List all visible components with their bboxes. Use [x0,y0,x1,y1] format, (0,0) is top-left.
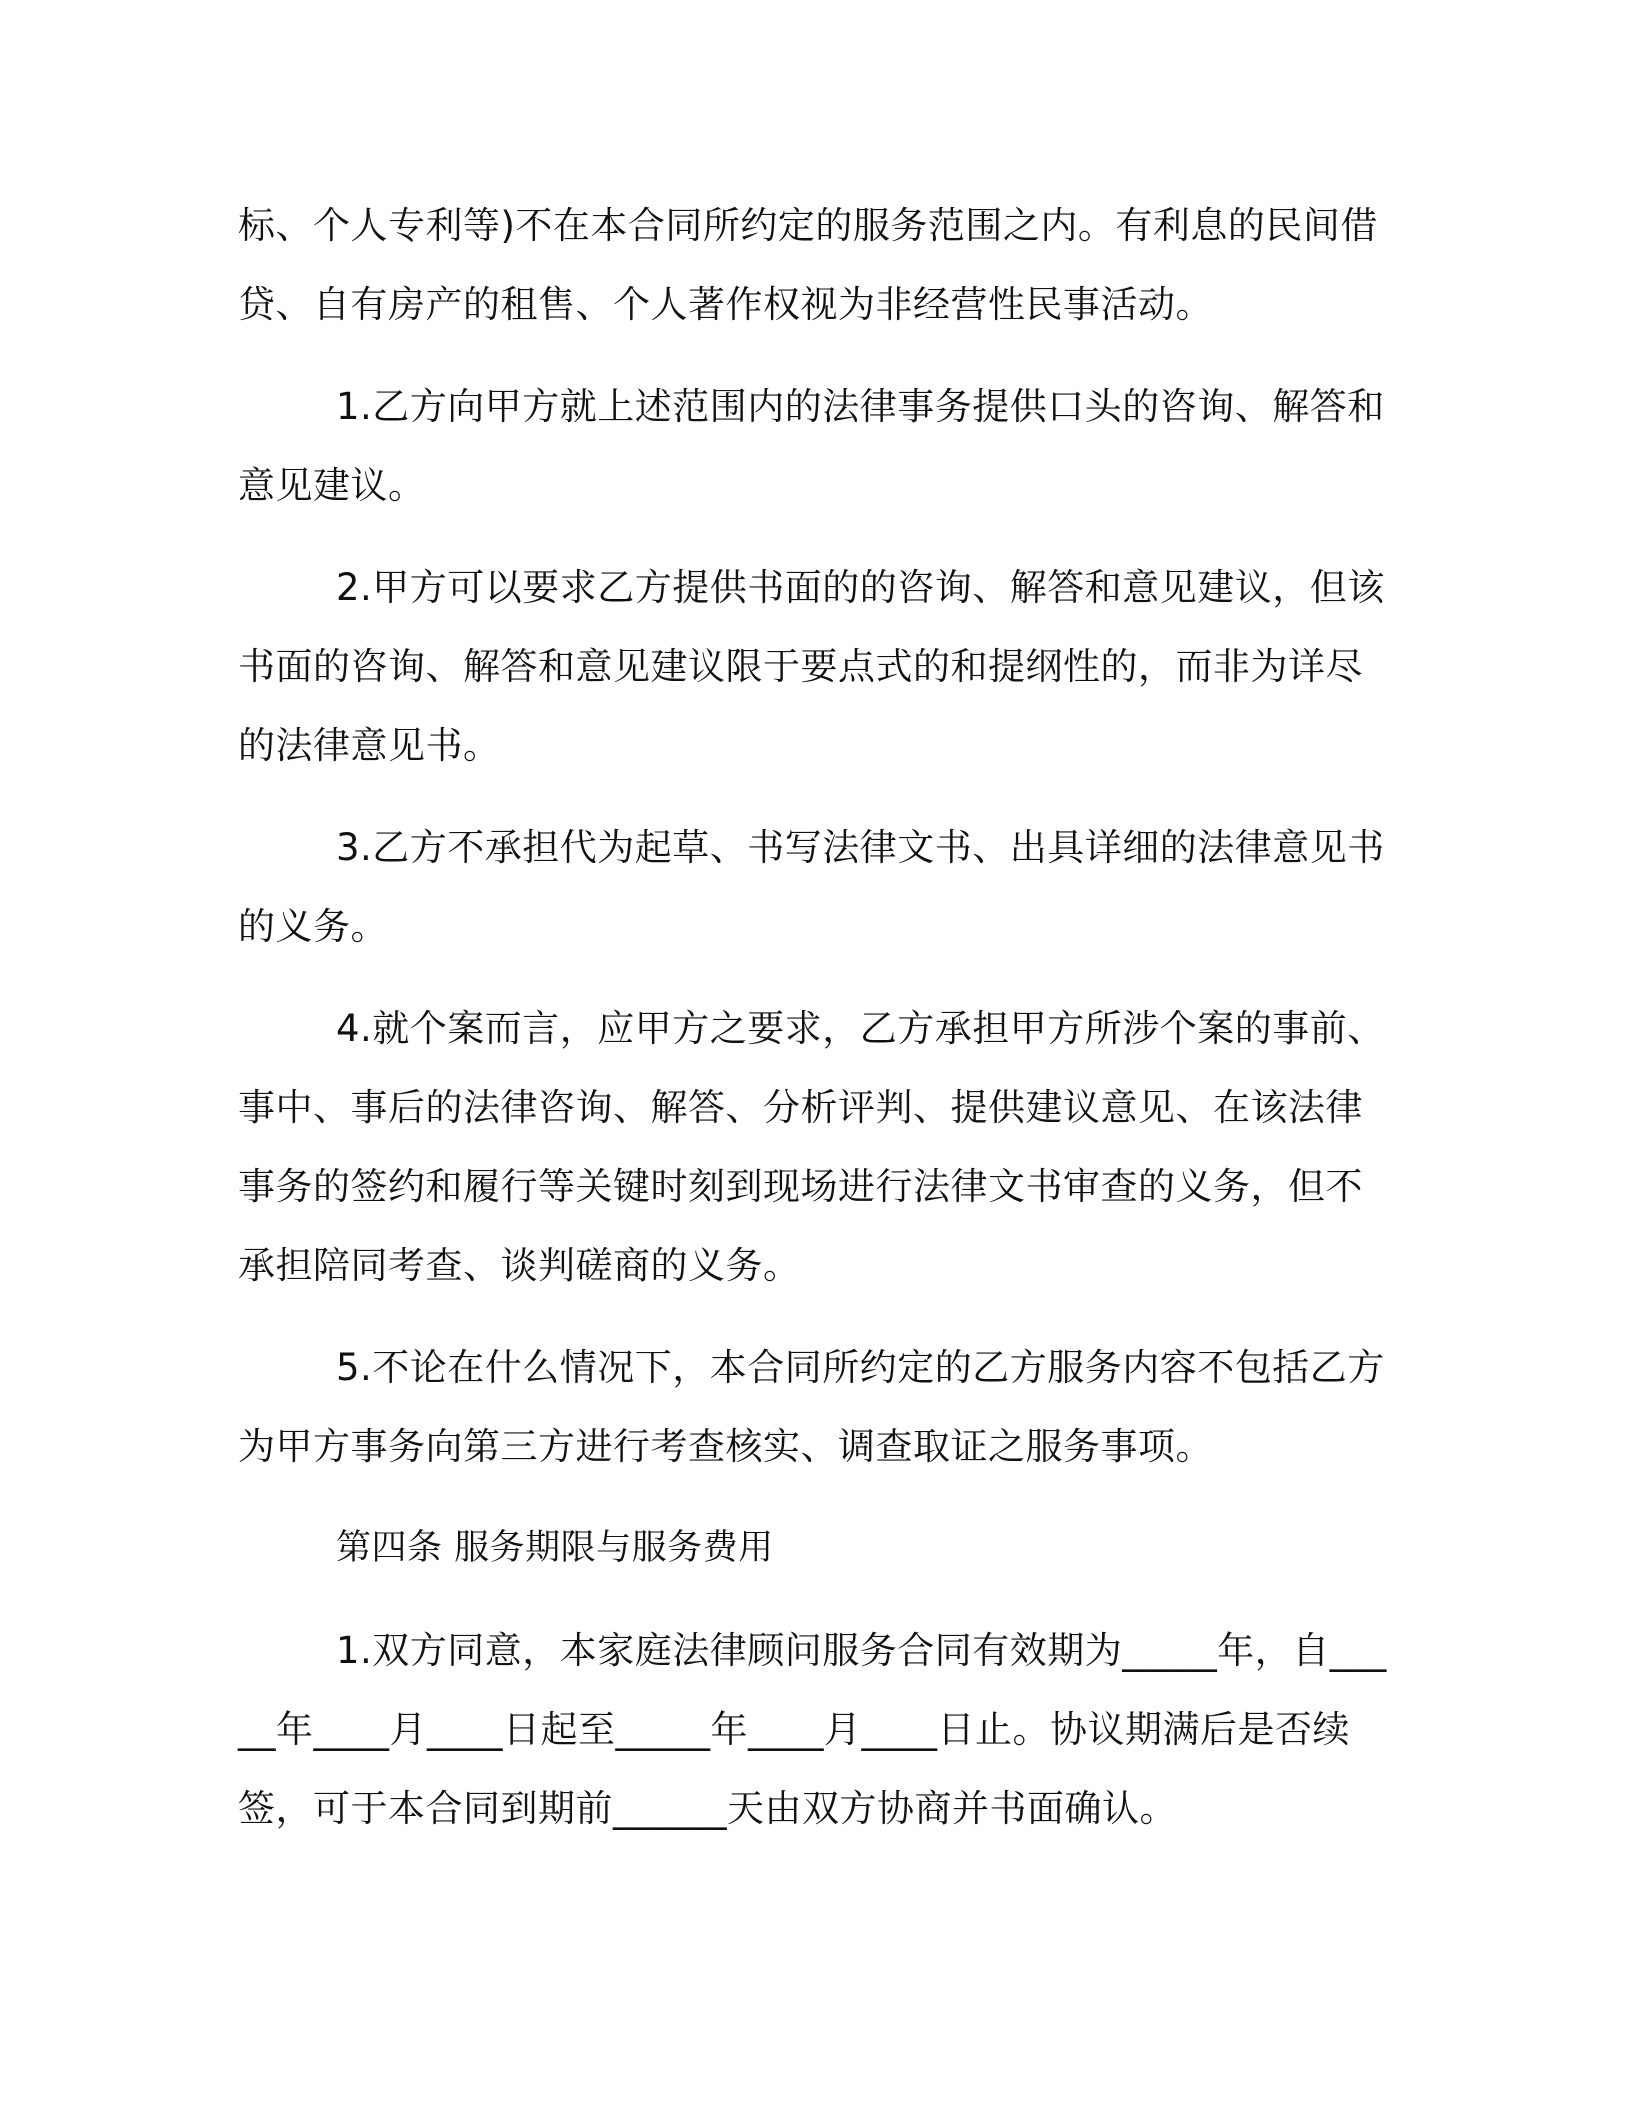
section-heading: 第四条 服务期限与服务费用 [336,1528,774,1568]
paragraph-item-4: 4.就个案而言，应甲方之要求，乙方承担甲方所涉个案的事前、事中、事后的法律咨询、解答、分析评判、提供建议意见、在该法律事务的签约和履行等关键时刻到现场进行法律文书审查的义务，但不承担陪同考查、谈判磋商的义务。 [238,1007,1385,1287]
paragraph-item-1: 1.乙方向甲方就上述范围内的法律事务提供口头的咨询、解答和意见建议。 [238,385,1385,507]
paragraph-item-3: 3.乙方不承担代为起草、书写法律文书、出具详细的法律意见书的义务。 [238,826,1385,948]
paragraph-continuation: 标、个人专利等)不在本合同所约定的服务范围之内。有利息的民间借贷、自有房产的租售、个人著作权视为非经营性民事活动。 [238,204,1378,326]
paragraph-term-1: 1.双方同意，本家庭法律顾问服务合同有效期为_____年，自_____年____月____日起至_____年____月____日止。协议期满后是否续签，可于本合同到期前______天由双方协商并书面确认。 [238,1629,1387,1830]
document-page [238,186,1398,1848]
paragraph-item-2: 2.甲方可以要求乙方提供书面的的咨询、解答和意见建议，但该书面的咨询、解答和意见建议限于要点式的和提纲性的，而非为详尽的法律意见书。 [238,566,1385,767]
paragraph-item-5: 5.不论在什么情况下，本合同所约定的乙方服务内容不包括乙方为甲方事务向第三方进行考查核实、调查取证之服务事项。 [238,1346,1385,1468]
